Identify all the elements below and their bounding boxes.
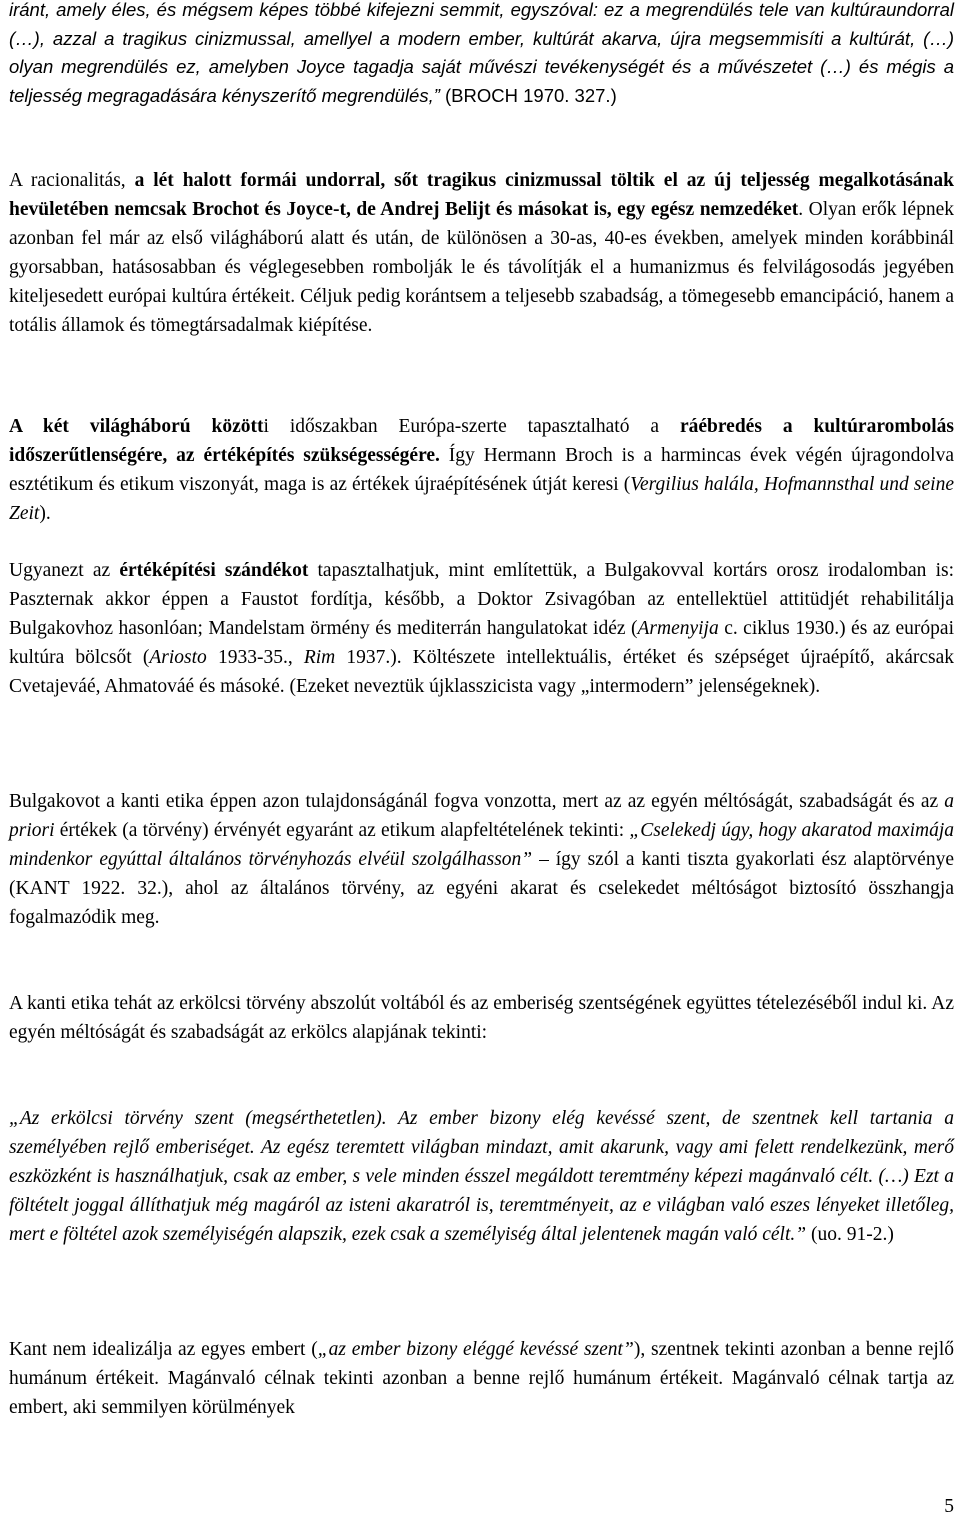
paragraph-value-building bbox=[9, 556, 954, 701]
text-run: . Olyan erők lépnek azonban fel már az első világháború alatt és után, de különösen a 30-as, 40-es években, amelyek minden korábbinál gyorsabban, hatásosabban és véglegesebben rombolják le és távolítják el a humanizmus és felvilágosodás jegyében kiteljesedett európai kultúra értékeit. Céljuk pedig korántsem a teljesebb szabadság, a tömegesebb emancipáció, hanem a totális államok és tömegtársadalmak kiépítése. bbox=[9, 199, 954, 336]
paragraph-kant-quote bbox=[9, 1104, 954, 1249]
text-run: a lét halott formái undorral, sőt tragikus cinizmussal töltik el az új teljesség megalkotásának hevületében nemcsak Brochot és Joyce-t, de Andrej Belijt és másokat is, egy egész nemzedéket bbox=[9, 170, 954, 220]
text-run: ). bbox=[39, 503, 51, 524]
text-run: Kant nem idealizálja az egyes embert ( bbox=[9, 1339, 318, 1360]
paragraph-moral-law bbox=[9, 989, 954, 1047]
text-run: értéképítési szándékot bbox=[119, 560, 309, 581]
text-run: i időszakban Európa-szerte tapasztalható a bbox=[263, 416, 680, 437]
text-run: Vergilius halála, Hofmannsthal und seine Zeit bbox=[9, 474, 954, 524]
text-run: „Az erkölcsi törvény szent (megsérthetetlen). Az ember bizony elég kevéssé szent, de szentnek kell tartania a személyében rejlő emberiséget. Az egész teremtett világban mindazt, amit akarunk, vagy ami felett rendelkezünk, merő eszközként is használhatjuk, csak az ember, s vele minden ésszel megáldott teremtmény képezi magánvaló célt. (…) Ezt a föltételt joggal állíthatjuk még magáról az isteni akaratról is, teremtményeit, az e világban való eszes lényeket illetőleg, mert e föltétel azok személyiségén alapszik, ezek csak a személyiség által jelentenek magán való célt.” bbox=[9, 1108, 954, 1245]
text-run: Bulgakovot a kanti etika éppen azon tulajdonságánál fogva vonzotta, mert az az egyén méltóságát, szabadságát és az bbox=[9, 791, 945, 812]
paragraph-broch-quote bbox=[9, 0, 954, 110]
text-run: – így szól a kanti tiszta gyakorlati ész alaptörvénye (KANT 1922. 32.), ahol az általános törvény, az egyéni akarat és cselekedet méltóságot biztosító összhangja fogalmazódik meg. bbox=[9, 849, 954, 928]
text-run: ), szentnek tekinti azonban a benne rejlő humánum értékeit. Magánvaló célnak tekinti azonban a benne rejlő humánum értékeit. Magánvaló célnak tartja az embert, aki semmilyen körülmények bbox=[9, 1339, 954, 1418]
paragraph-interwar bbox=[9, 412, 954, 528]
paragraph-kantian-ethics bbox=[9, 787, 954, 932]
text-run: A racionalitás, bbox=[9, 170, 135, 191]
text-run: értékek (a törvény) érvényét egyaránt az etikum alapfeltételének tekinti: bbox=[54, 820, 630, 841]
text-run: a priori bbox=[9, 791, 954, 841]
text-run: (uo. 91-2.) bbox=[806, 1224, 894, 1245]
text-run: iránt, amely éles, és mégsem képes többé kifejezni semmit, egyszóval: ez a megrendülés tele van kultúraundorral (…), azzal a tragikus cinizmussal, amellyel a modern ember, kultúrát akarva, újra megsemmisíti a kultúrát, (…) olyan megrendülés ez, amelyben Joyce tagadja saját művészi tevékenységét és a művészetet (…) és mégis a teljesség megragadására kényszerítő megrendülés,” bbox=[9, 0, 954, 106]
text-run: Rim bbox=[303, 647, 336, 668]
paragraph-kant-humanum bbox=[9, 1335, 954, 1422]
text-run: 1933-35., bbox=[206, 647, 304, 668]
text-run: „Cselekedj úgy, hogy akaratod maximája mindenkor egyúttal általános törvényhozás elvéül szolgálhasson” bbox=[9, 820, 954, 870]
text-run: tapasztalhatjuk, mint említettük, a Bulgakovval kortárs orosz irodalomban is: Paszternak akkor éppen a Faustot fordítja, később, a Doktor Zsivagóban az entellektüel attitüdjét rehabilitálja Bulgakovhoz hasonlóan; Mandelstam örmény és mediterrán hangulatokat idéz ( bbox=[9, 560, 954, 639]
text-run: (BROCH 1970. 327.) bbox=[445, 84, 617, 106]
text-run: „az ember bizony eléggé kevéssé szent” bbox=[317, 1339, 634, 1360]
text-run: Ariosto bbox=[149, 647, 207, 668]
text-run: 1937.). Költészete intellektuális, értéket és szépséget újraépítő, akárcsak Cvetajeváé, Ahmatováé és másoké. (Ezeket neveztük újklasszicista vagy „intermodern” jelenségeknek). bbox=[9, 647, 954, 697]
text-run: Armenyija bbox=[637, 618, 719, 639]
text-run: Ugyanezt az bbox=[9, 560, 120, 581]
text-run: A két világháború között bbox=[9, 416, 264, 437]
page-number: 5 bbox=[944, 1496, 954, 1517]
text-run: A kanti etika tehát az erkölcsi törvény abszolút voltából és az emberiség szentségének együttes tételezéséből indul ki. Az egyén méltóságát és szabadságát az erkölcs alapjának tekinti: bbox=[9, 993, 954, 1043]
text-run: c. ciklus 1930.) és az európai kultúra bölcsőt ( bbox=[9, 618, 954, 668]
paragraph-rationality bbox=[9, 166, 954, 340]
text-run: ráébredés a kultúrarombolás időszerűtlenségére, az értéképítés szükségességére. bbox=[9, 416, 954, 466]
text-run: Így Hermann Broch is a harmincas évek végén újragondolva esztétikum és etikum viszonyát, maga is az értékek újraépítésének útját keresi ( bbox=[9, 445, 954, 495]
